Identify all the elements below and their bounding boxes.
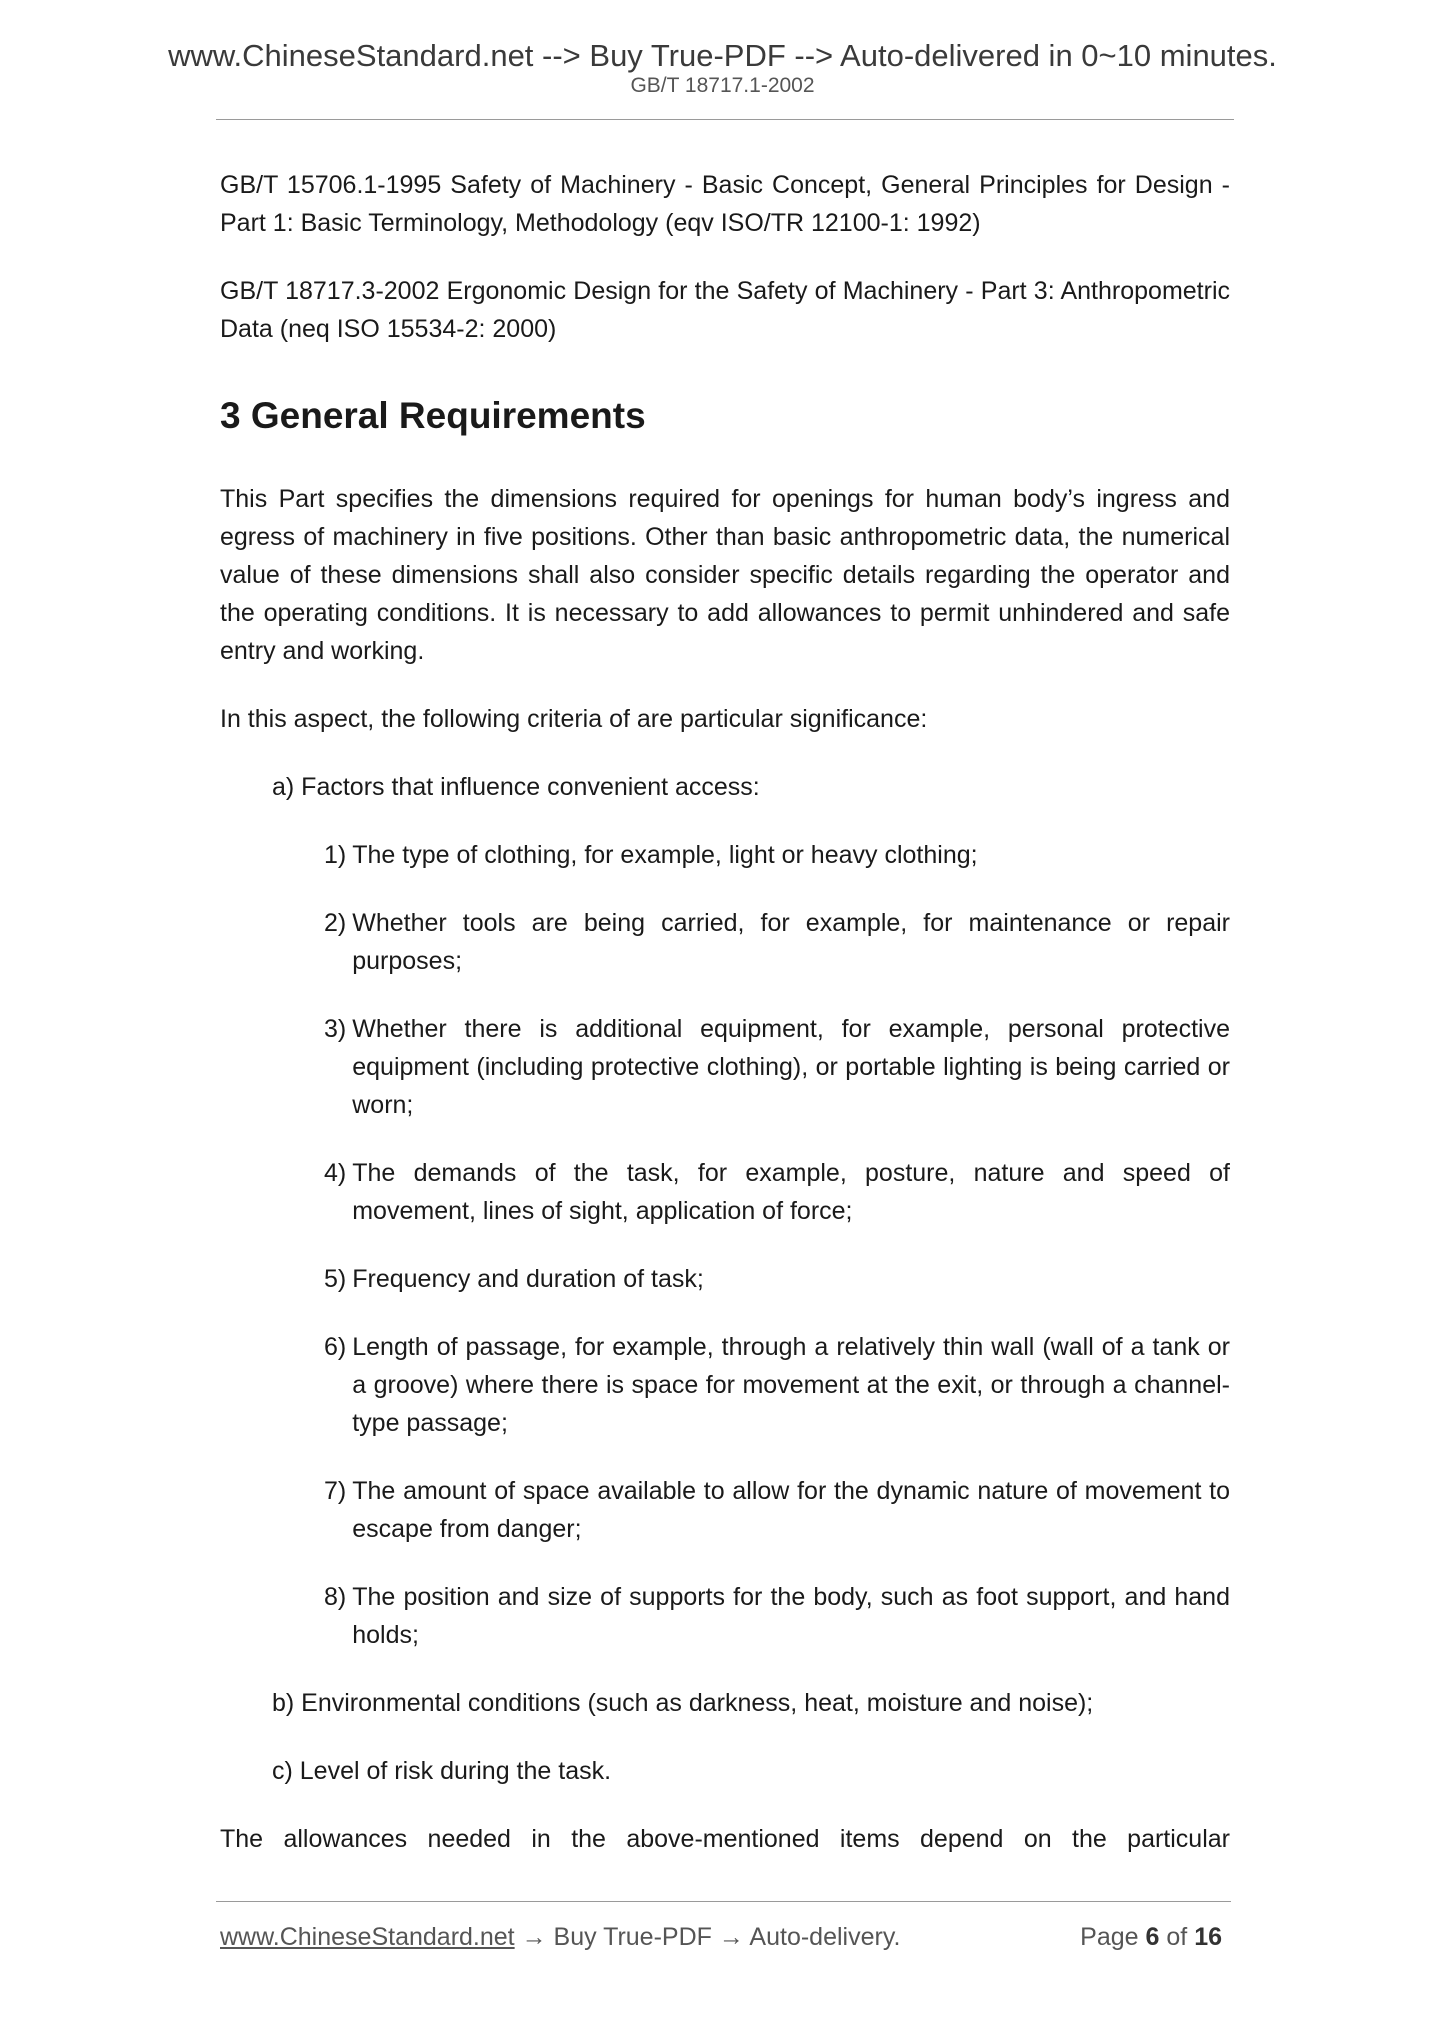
sub-list-number: 8) (324, 1583, 347, 1611)
sub-list-text: The type of clothing, for example, light or heavy clothing; (352, 841, 978, 869)
sub-list-text: Whether there is additional equipment, for example, personal protective equipment (including protective clothing), or portable lighting is being carried or worn; (352, 1015, 1230, 1119)
sub-list-text: The demands of the task, for example, posture, nature and speed of movement, lines of sight, application of force; (352, 1159, 1230, 1225)
sub-list-number: 7) (324, 1477, 347, 1505)
sub-list-item (324, 904, 1230, 980)
sub-list-item (324, 1578, 1230, 1654)
arrow-right-icon: → (711, 1923, 750, 1951)
list-item-a: a) Factors that influence convenient access: (272, 773, 760, 801)
sub-list-number: 6) (324, 1333, 347, 1361)
current-page-number: 6 (1145, 1923, 1160, 1951)
reference-gbt-15706: GB/T 15706.1-1995 Safety of Machinery - Basic Concept, General Principles for Design - Part 1: Basic Terminology, Methodology (eqv ISO/TR 12100-1: 1992) (220, 171, 1230, 237)
header-divider (216, 119, 1234, 120)
sub-list-item (324, 1010, 1230, 1124)
footer-divider (216, 1901, 1231, 1902)
sub-list-text: The position and size of supports for the body, such as foot support, and hand holds; (352, 1583, 1230, 1649)
sub-list-number: 5) (324, 1265, 347, 1293)
section-heading: 3 General Requirements (220, 395, 646, 436)
page-label: Page (1080, 1923, 1139, 1951)
sub-list-item (324, 1472, 1230, 1548)
sub-list-item (324, 1154, 1230, 1230)
page-footer (220, 1920, 1230, 1954)
arrow-right-icon: → (514, 1923, 554, 1951)
site-banner: www.ChineseStandard.net --> Buy True-PDF --> Auto-delivered in 0~10 minutes. (168, 38, 1277, 73)
sub-list-item (324, 836, 1230, 874)
total-pages-number: 16 (1194, 1923, 1222, 1951)
criteria-lead-paragraph: In this aspect, the following criteria of are particular significance: (220, 705, 928, 733)
sub-list-text: The amount of space available to allow for the dynamic nature of movement to escape from danger; (352, 1477, 1230, 1543)
sub-list-number: 2) (324, 909, 347, 937)
sub-list-text: Whether tools are being carried, for example, for maintenance or repair purposes; (352, 909, 1230, 975)
footer-delivery-text: Auto-delivery. (749, 1923, 901, 1951)
sub-list-item (324, 1328, 1230, 1442)
document-code-header: GB/T 18717.1-2002 (630, 74, 815, 97)
reference-gbt-18717-3: GB/T 18717.3-2002 Ergonomic Design for the Safety of Machinery - Part 3: Anthropometric Data (neq ISO 15534-2: 2000) (220, 277, 1230, 343)
footer-buy-text: Buy True-PDF (553, 1923, 712, 1951)
list-item-c: c) Level of risk during the task. (272, 1757, 612, 1785)
sub-list-item (324, 1260, 1230, 1298)
sub-list-number: 4) (324, 1159, 347, 1187)
list-item-b: b) Environmental conditions (such as darkness, heat, moisture and noise); (272, 1689, 1094, 1717)
sub-list-text: Frequency and duration of task; (352, 1265, 704, 1293)
closing-paragraph: The allowances needed in the above-mentioned items depend on the particular (220, 1825, 1230, 1853)
of-label: of (1166, 1923, 1188, 1951)
section-intro-paragraph: This Part specifies the dimensions required for openings for human body’s ingress and egress of machinery in five positions. Other than basic anthropometric data, the numerical value of these dimensions shall also consider specific details regarding the operator and the operating conditions. It is necessary to add allowances to permit unhindered and safe entry and working. (220, 485, 1230, 665)
footer-site-link[interactable]: www.ChineseStandard.net (220, 1923, 515, 1951)
sub-list-number: 1) (324, 841, 347, 869)
sub-list-number: 3) (324, 1015, 347, 1043)
page-content (220, 166, 1230, 1858)
sub-list-text: Length of passage, for example, through a relatively thin wall (wall of a tank or a groove) where there is space for movement at the exit, or through a channel-type passage; (352, 1333, 1230, 1437)
page-counter (1080, 1920, 1222, 1954)
